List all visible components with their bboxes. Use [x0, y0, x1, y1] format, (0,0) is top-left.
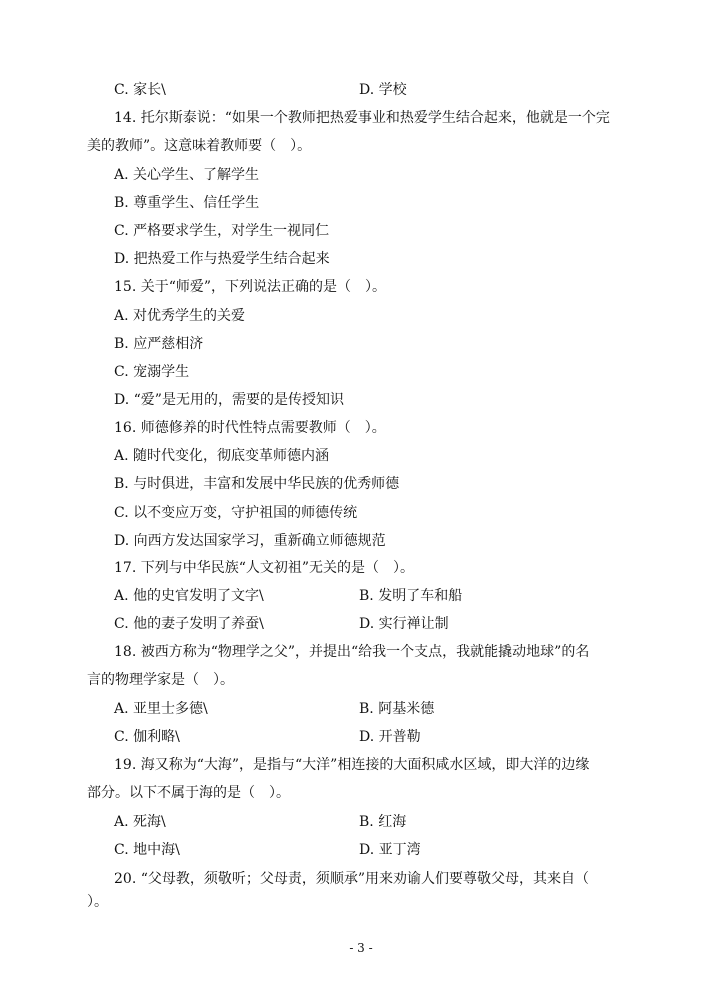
q18-option-b: B. 阿基米德 [359, 701, 435, 717]
q17-option-a: A. 他的史官发明了文字\ [114, 588, 264, 604]
q16-option-d: D. 向西方发达国家学习，重新确立师德规范 [114, 533, 386, 549]
q18-option-c: C. 伽利略\ [114, 729, 180, 745]
q13-option-c: C. 家长\ [114, 82, 166, 98]
q14-option-a: A. 关心学生、了解学生 [114, 167, 260, 183]
q20-stem-line2: ）。 [87, 894, 108, 910]
q15-option-a: A. 对优秀学生的关爱 [114, 308, 246, 324]
q18-stem-line1: 18. 被西方称为“物理学之父”，并提出“给我一个支点，我就能撬动地球”的名 [114, 644, 590, 660]
q14-option-d: D. 把热爱工作与热爱学生结合起来 [114, 251, 330, 267]
q19-option-b: B. 红海 [359, 814, 407, 830]
q16-option-c: C. 以不变应万变，守护祖国的师德传统 [114, 505, 358, 521]
q14-option-b: B. 尊重学生、信任学生 [114, 195, 260, 211]
q16-option-b: B. 与时俱进，丰富和发展中华民族的优秀师德 [114, 476, 400, 492]
q15-option-d: D. “爱”是无用的，需要的是传授知识 [114, 392, 344, 408]
q14-stem-line2: 美的教师”。这意味着教师要（ ）。 [87, 138, 312, 154]
q19-option-c: C. 地中海\ [114, 842, 180, 858]
q19-option-d: D. 亚丁湾 [359, 842, 421, 858]
q17-option-b: B. 发明了车和船 [359, 588, 463, 604]
q14-stem-line1: 14. 托尔斯泰说：“如果一个教师把热爱事业和热爱学生结合起来，他就是一个完 [114, 110, 610, 126]
q15-option-b: B. 应严慈相济 [114, 336, 204, 352]
q17-option-d: D. 实行禅让制 [359, 616, 449, 632]
q17-option-c: C. 他的妻子发明了养蚕\ [114, 616, 264, 632]
q15-stem: 15. 关于“师爱”，下列说法正确的是（ ）。 [114, 279, 387, 295]
q18-stem-line2: 言的物理学家是（ ）。 [87, 672, 234, 688]
q18-option-d: D. 开普勒 [359, 729, 421, 745]
q14-option-c: C. 严格要求学生，对学生一视同仁 [114, 223, 330, 239]
q15-option-c: C. 宠溺学生 [114, 364, 190, 380]
q19-stem-line2: 部分。以下不属于海的是（ ）。 [87, 785, 290, 801]
page-number: - 3 - [349, 941, 373, 955]
q16-stem: 16. 师德修养的时代性特点需要教师（ ）。 [114, 420, 386, 436]
q19-option-a: A. 死海\ [114, 814, 166, 830]
q20-stem-line1: 20. “父母教，须敬听；父母责，须顺承”用来劝谕人们要尊敬父母，其来自（ [114, 871, 590, 887]
q17-stem: 17. 下列与中华民族“人文初祖”无关的是（ ）。 [114, 560, 415, 576]
q18-option-a: A. 亚里士多德\ [114, 701, 208, 717]
q19-stem-line1: 19. 海又称为“大海”，是指与“大洋”相连接的大面积咸水区域，即大洋的边缘 [114, 757, 590, 773]
q13-option-d: D. 学校 [359, 82, 407, 98]
q16-option-a: A. 随时代变化，彻底变革师德内涵 [114, 448, 330, 464]
